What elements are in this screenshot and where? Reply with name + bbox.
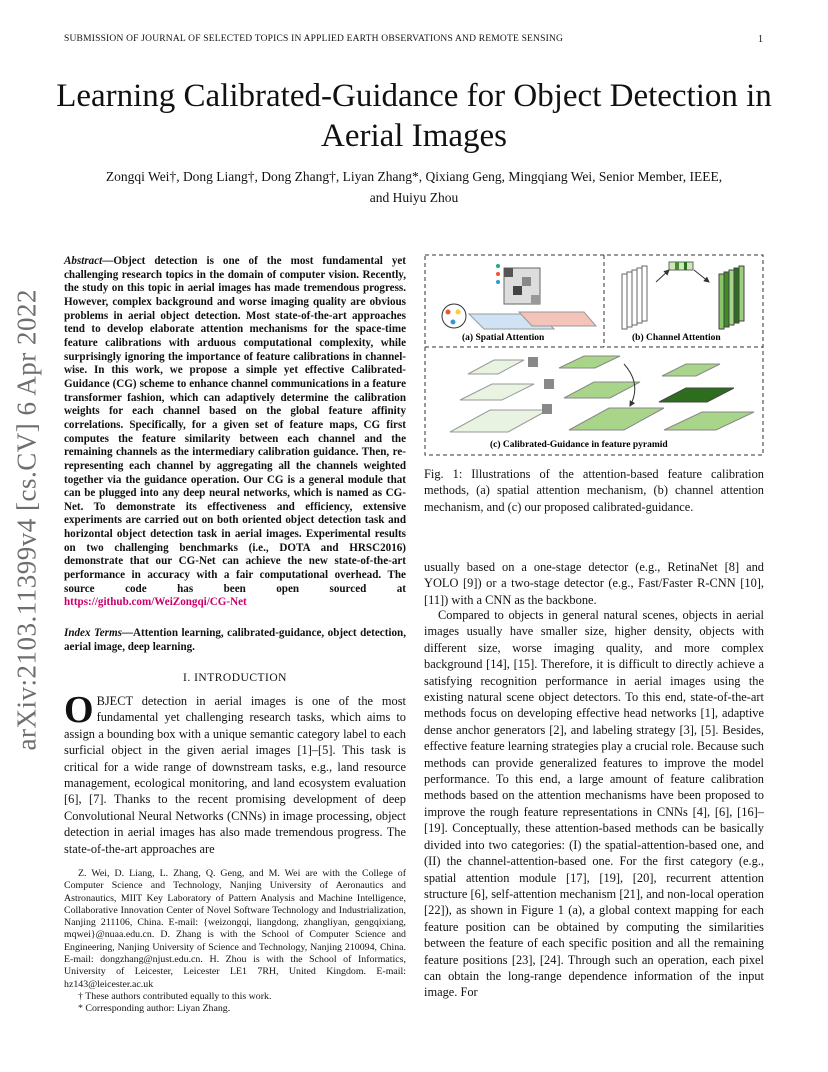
index-terms-lead: Index Terms <box>64 627 122 639</box>
index-terms <box>64 627 406 654</box>
footnotes <box>64 868 406 1016</box>
equal-contribution-note: † These authors contributed equally to this work. <box>78 990 272 1002</box>
index-terms-text: —Attention learning, calibrated-guidance, object detection, aerial image, deep learning. <box>64 627 406 653</box>
figure-label-b: (b) Channel Attention <box>632 333 721 343</box>
affiliation-footnote: Z. Wei, D. Liang, L. Zhang, Q. Geng, and M. Wei are with the College of Computer Science and Technology, Nanjing University of Aeronautics and Astronautics, MIIT Key Laboratory of Pattern Analysis and Machine Intelligence, Collaborative Innovation Center of Novel Software Technology and Industrialization, Nanjing 211106, China. E-mail: {weizongqi, liangdong, zhangliyan, gengqixiang, mqwei}@nuaa.edu.cn. D. Zhang is with the School of Computer Science and Engineering, Nanjing University of Science and Technology, Nanjing 210094, China. E-mail: dongzhang@njust.edu.cn. H. Zhou is with the School of Informatics, University of Leicester, Leicester LE1 7RH, United Kingdom. E-mail: hz143@leicester.ac.uk <box>64 868 406 990</box>
right-paragraph-1: usually based on a one-stage detector (e.g., RetinaNet [8] and YOLO [9]) or a two-stage detector (e.g., Fast/Faster R-CNN [10], [11]) with a CNN as the backbone. <box>424 560 764 607</box>
figure-caption: Fig. 1: Illustrations of the attention-based feature calibration methods, (a) spatial attention mechanism, (b) channel attention mechanism, and (c) our proposed calibrated-guidance. <box>424 467 764 514</box>
source-code-link[interactable]: https://github.com/WeiZongqi/CG-Net <box>64 596 247 609</box>
corresponding-author-note: * Corresponding author: Liyan Zhang. <box>78 1003 231 1015</box>
drop-cap: O <box>64 689 94 731</box>
abstract <box>64 255 406 610</box>
authors-line-1: Zongqi Wei†, Dong Liang†, Dong Zhang†, Liyan Zhang*, Qixiang Geng, Mingqiang Wei, Senior Member, IEEE, <box>105 169 723 184</box>
paper-title: Learning Calibrated-Guidance for Object Detection in Aerial Images <box>56 78 772 154</box>
running-header: SUBMISSION OF JOURNAL OF SELECTED TOPICS IN APPLIED EARTH OBSERVATIONS AND REMOTE SENSING <box>64 34 564 44</box>
right-paragraph-2: Compared to objects in general natural scenes, objects in aerial images usually have smaller size, higher density, objects with different size, worse imaging quality, and more complex background [14], [15]. Therefore, it is difficult to directly achieve a satisfying recognition performance in aerial images using the existing natural scene object detectors. To this end, state-of-the-art methods focus on developing effective head networks [1], adaptive dense anchor generators [2], and labeling strategy [3], [5]. Besides, effective feature learning strategies play a crucial role. Because such methods can provide generalized features to improve the model performance. To this end, a large amount of feature calibration methods based on the attention mechanisms have been proposed to improve the rough feature representations in CNNs [4], [6], [16]–[19]. Conceptually, these attention-based methods can be basically divided into two categories: (I) the spatial-attention-based one, and (II) the channel-attention-based one. For the first category (e.g., spatial attention module [17], [19], [20], recurrent attention structure [6], self-attention mechanism [21], and non-local operation [22]), as shown in Figure 1 (a), a global context mapping for each feature position can be obtained by computing the similarities between the feature of each specific position and all the remaining feature positions [23], [24]. Through such an operation, each pixel can obtain the long-range dependence information of the input image. For <box>424 608 764 1000</box>
authors-line-2: and Huiyu Zhou <box>369 190 459 205</box>
figure-label-c: (c) Calibrated-Guidance in feature pyramid <box>490 440 668 450</box>
arxiv-stamp: arXiv:2103.11399v4 [cs.CV] 6 Apr 2022 <box>11 289 42 751</box>
author-list <box>40 166 788 208</box>
intro-text: BJECT detection in aerial images is one of the most fundamental yet challenging research tasks, which aims to assign a bounding box with a unique semantic category label to each surficial object in the given aerial images [1]–[5]. This task is critical for a wide range of downstream tasks, e.g., land resource management, ecological monitoring, and land ecosystem evaluation [6], [7]. Thanks to the recent promising development of deep Convolutional Neural Networks (CNNs) in image processing, object detection in aerial images has also made tremendous progress. The state-of-the-art approaches are <box>64 694 406 856</box>
page-number: 1 <box>758 34 763 45</box>
channel-attention-diagram <box>622 262 744 329</box>
intro-paragraph <box>64 689 406 857</box>
figure-1 <box>424 254 764 456</box>
calibrated-guidance-diagram <box>450 356 754 432</box>
spatial-attention-diagram <box>442 264 596 329</box>
section-heading: I. INTRODUCTION <box>183 672 287 684</box>
abstract-lead: Abstract <box>64 255 103 267</box>
figure-label-a: (a) Spatial Attention <box>462 333 545 343</box>
abstract-text: —Object detection is one of the most fundamental yet challenging research topics in the domain of computer vision. Recently, the study on this topic in aerial images has made tremendous progress. However, complex background and worse imaging quality are obvious problems in aerial object detection. Most state-of-the-art approaches tend to develop elaborate attention mechanisms for the space-time feature calibrations with arduous computational complexity, while surprisingly ignoring the importance of feature calibrations in channel-wise. In this work, we propose a simple yet effective Calibrated-Guidance (CG) scheme to enhance channel communications in a feature transformer fashion, which can adaptively determine the calibration weights for each channel based on the global feature affinity correlations. Specifically, for a given set of feature maps, CG first computes the feature similarity between each channel and the remaining channels as the intermediary calibration guidance. Then, re-representing each channel by aggregating all the channels weighted together via the guidance operation. Our CG is a general module that can be plugged into any deep neural networks, which is named as CG-Net. To demonstrate its effectiveness and efficiency, extensive experiments are carried out on both oriented object detection task and horizontal object detection task in aerial images. Experimental results on two challenging benchmarks (i.e., DOTA and HRSC2016) demonstrate that our CG-Net can achieve the new state-of-the-art performance in accuracy with a fair computational overhead. The source code has been open sourced at <box>64 255 406 595</box>
